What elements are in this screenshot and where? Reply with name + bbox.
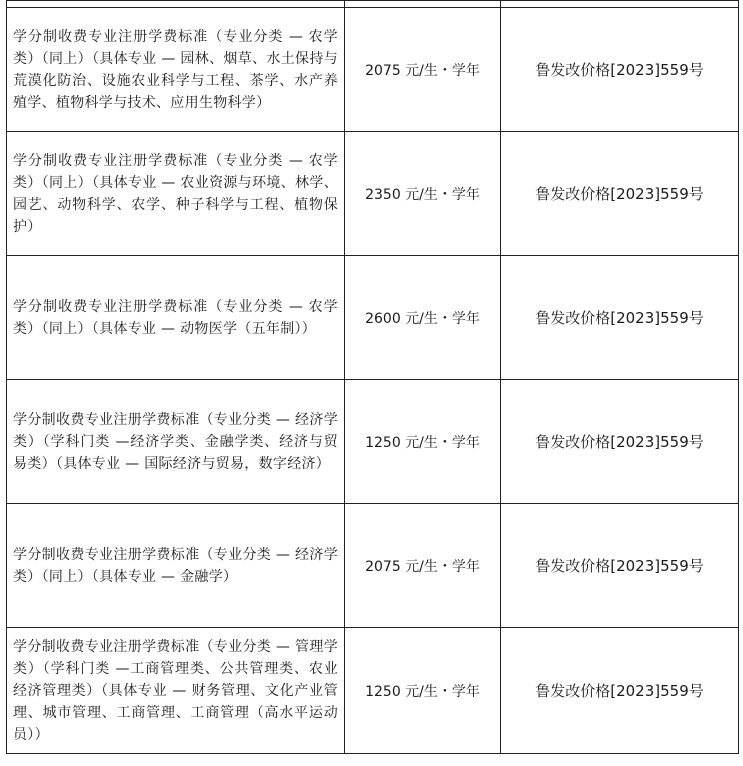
fee-description: 学分制收费专业注册学费标准（专业分类 — 经济学类）（学科门类 —经济学类、金融学类、经济与贸易类）（具体专业 — 国际经济与贸易，数字经济） — [7, 380, 345, 504]
fee-description: 学分制收费专业注册学费标准（专业分类 — 经济学类）（同上）（具体专业 — 金融学） — [7, 504, 345, 628]
document-number: 鲁发改价格[2023]559号 — [501, 256, 739, 380]
fee-price: 2350 元/生・学年 — [345, 132, 501, 256]
table-cell-empty — [501, 1, 739, 8]
table-row — [7, 380, 739, 504]
document-number: 鲁发改价格[2023]559号 — [501, 380, 739, 504]
fee-description: 学分制收费专业注册学费标准（专业分类 — 农学类）（同上）（具体专业 — 动物医学（五年制）） — [7, 256, 345, 380]
fee-description: 学分制收费专业注册学费标准（专业分类 — 管理学类）（学科门类 —工商管理类、公共管理类、农业经济管理类）（具体专业 — 财务管理、文化产业管理、城市管理、工商管理、工商管理（高水平运动员）） — [7, 628, 345, 754]
fee-price: 1250 元/生・学年 — [345, 628, 501, 754]
table-row — [7, 8, 739, 132]
table-cell-empty — [7, 1, 345, 8]
fee-description: 学分制收费专业注册学费标准（专业分类 — 农学类）（同上）（具体专业 — 农业资源与环境、林学、园艺、动物科学、农学、种子科学与工程、植物保护） — [7, 132, 345, 256]
table-row — [7, 132, 739, 256]
fee-price: 1250 元/生・学年 — [345, 380, 501, 504]
table-row-top-edge — [7, 1, 739, 8]
fee-description: 学分制收费专业注册学费标准（专业分类 — 农学类）（同上）（具体专业 — 园林、烟草、水土保持与荒漠化防治、设施农业科学与工程、茶学、水产养殖学、植物科学与技术、应用生物科学） — [7, 8, 345, 132]
fee-standard-table — [6, 0, 739, 754]
table-row — [7, 628, 739, 754]
fee-price: 2075 元/生・学年 — [345, 8, 501, 132]
fee-price: 2075 元/生・学年 — [345, 504, 501, 628]
fee-price: 2600 元/生・学年 — [345, 256, 501, 380]
document-number: 鲁发改价格[2023]559号 — [501, 8, 739, 132]
document-number: 鲁发改价格[2023]559号 — [501, 628, 739, 754]
document-number: 鲁发改价格[2023]559号 — [501, 132, 739, 256]
table-cell-empty — [345, 1, 501, 8]
table-row — [7, 504, 739, 628]
table-row — [7, 256, 739, 380]
document-number: 鲁发改价格[2023]559号 — [501, 504, 739, 628]
